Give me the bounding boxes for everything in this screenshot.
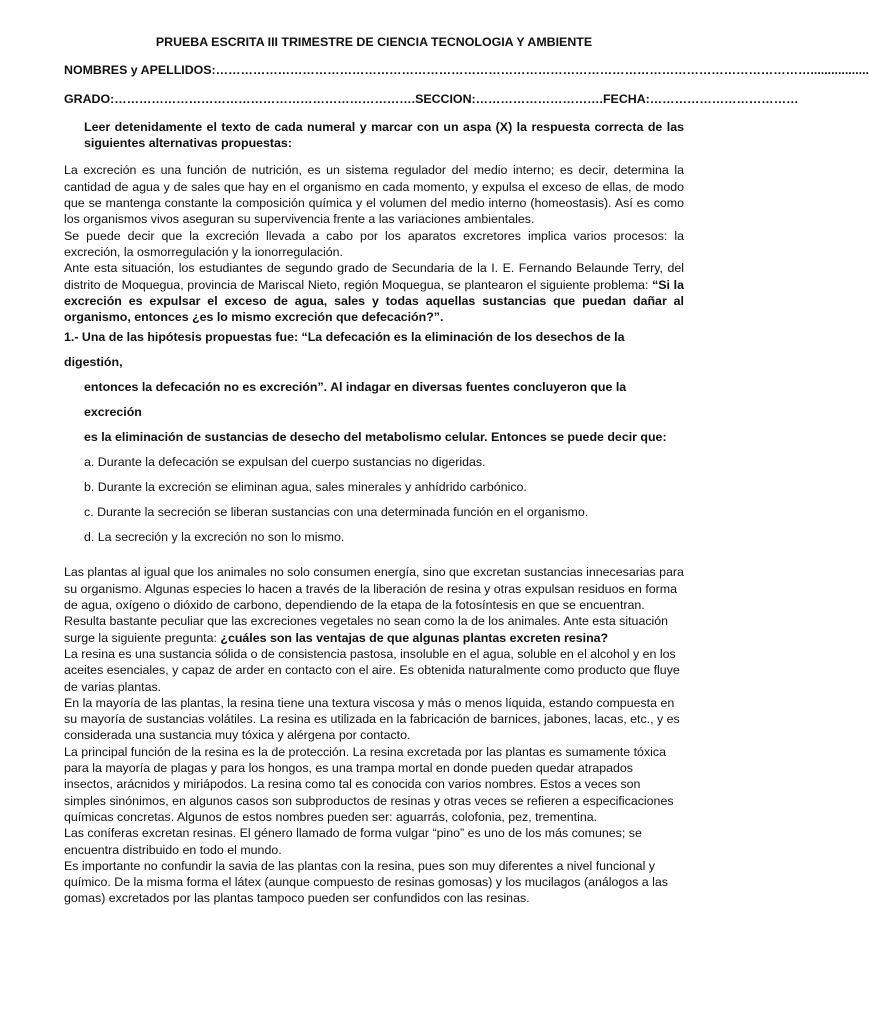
option-a[interactable]: a. Durante la defecación se expulsan del cuerpo sustancias no digeridas. (84, 455, 486, 470)
option-d[interactable]: d. La secreción y la excreción no son lo mismo. (84, 530, 345, 545)
reading-2 (64, 564, 684, 906)
intro-paragraph-1: La excreción es una función de nutrición, es un sistema regulador del medio interno; es decir, determina la cantidad de agua y de sales que hay en el organismo en cada momento, y expulsa el exceso de ellas, de modo que se mantenga constante la composición química y el volumen del medio interno (homeostasis). Así es como los organismos vivos aseguran su supervivencia frente a las variaciones ambientales. (64, 163, 684, 227)
exam-title: PRUEBA ESCRITA III TRIMESTRE DE CIENCIA TECNOLOGIA Y AMBIENTE (155, 35, 593, 49)
question-1-line-2: entonces la defecación no es excreción”. Al indagar en diversas fuentes concluyeron que la excreción (84, 380, 627, 420)
reading-2-paragraph-3: En la mayoría de las plantas, la resina tiene una textura viscosa y más o menos líquida, estando compuesta en su mayoría de sustancias volátiles. La resina es utilizada en la fabricación de barnices, jabones, lacas, etc., y es considerada una sustancia muy tóxica y alérgena por contacto. (64, 695, 680, 743)
question-1-line-1: 1.- Una de las hipótesis propuestas fue: “La defecación es la eliminación de los desechos de la digestión, (64, 330, 625, 370)
question-1-line-3: es la eliminación de sustancias de desecho del metabolismo celular. Entonces se puede decir que: (84, 430, 667, 445)
research-problem: “Si la excreción es expulsar el exceso de agua, sales y todas aquellas sustancias que puedan dañar al organismo, entonces ¿es lo mismo excreción que defecación?”. (64, 277, 684, 325)
intro-paragraph-2: Se puede decir que la excreción llevada a cabo por los aparatos excretores implica varios procesos: la excreción, la osmorregulación y la ionorregulación. (64, 228, 684, 259)
reading-2-paragraph-5: Las coníferas excretan resinas. El género llamado de forma vulgar “pino” es uno de los más comunes; se encuentra distribuido en todo el mundo. (64, 826, 642, 857)
question-1-options (64, 450, 684, 550)
grade-section-date-field[interactable]: GRADO:……………………………………………………………….SECCION:………………………….FECHA:……………………………… (64, 91, 799, 106)
exam-page (64, 34, 869, 907)
reading-2-paragraph-2: La resina es una sustancia sólida o de consistencia pastosa, insoluble en el agua, soluble en el alcohol y en los aceites esenciales, y capaz de arder en contacto con el aire. Es obtenida naturalmente como producto que fluye de varias plantas. (64, 646, 680, 694)
question-1 (64, 325, 684, 550)
reading-2-paragraph-1 (64, 564, 684, 645)
option-c[interactable]: c. Durante la secreción se liberan sustancias con una determinada función en el organismo. (84, 505, 589, 520)
intro-text (64, 162, 684, 325)
names-field[interactable]: NOMBRES y APELLIDOS:………………………………………………………………………………………………………………………………................. (64, 63, 869, 78)
option-b[interactable]: b. Durante la excreción se eliminan agua, sales minerales y anhídrido carbónico. (84, 480, 527, 495)
instructions: Leer detenidamente el texto de cada numeral y marcar con un aspa (X) la respuesta correcta de las siguientes alternativas propuestas: (84, 119, 684, 151)
reading-2-paragraph-4: La principal función de la resina es la de protección. La resina excretada por las plantas es sumamente tóxica para la mayoría de plagas y para los hongos, es una trampa mortal en donde pueden quedar atrapados insectos, arácnidos y miriápodos. La resina como tal es conocida con varios nombres. Estos a veces son simples sinónimos, en algunos casos son subproductos de resinas y otras veces se refieren a especificaciones químicas concretas. Algunos de estos nombres pueden ser: aguarrás, colofonia, pez, trementina. (64, 744, 674, 824)
reading-2-paragraph-1-text: Las plantas al igual que los animales no solo consumen energía, sino que excretan sustancias innecesarias para su organismo. Algunas especies lo hacen a través de la liberación de resina y otras expulsan residuos en forma de agua, oxígeno o dióxido de carbono, dependiendo de la etapa de la fotosíntesis en que se encuentran. Resulta bastante peculiar que las excreciones vegetales no sean como la de los animales. Ante esta situación surge la siguiente pregunta: (64, 565, 684, 645)
intro-paragraph-3 (64, 260, 684, 325)
reading-2-paragraph-6: Es importante no confundir la savia de las plantas con la resina, pues son muy diferentes a nivel funcional y químico. De la misma forma el látex (aunque compuesto de resinas gomosas) y los mucilagos (análogos a las gomas) excretados por las plantas tampoco pueden ser confundidos con las resinas. (64, 858, 668, 906)
reading-2-question: ¿cuáles son las ventajas de que algunas plantas excreten resina? (220, 630, 609, 645)
intro-paragraph-3-text: Ante esta situación, los estudiantes de segundo grado de Secundaria de la I. E. Fernando Belaunde Terry, del distrito de Moquegua, provincia de Mariscal Nieto, región Moquegua, se plantearon el siguiente problema: (64, 261, 684, 292)
